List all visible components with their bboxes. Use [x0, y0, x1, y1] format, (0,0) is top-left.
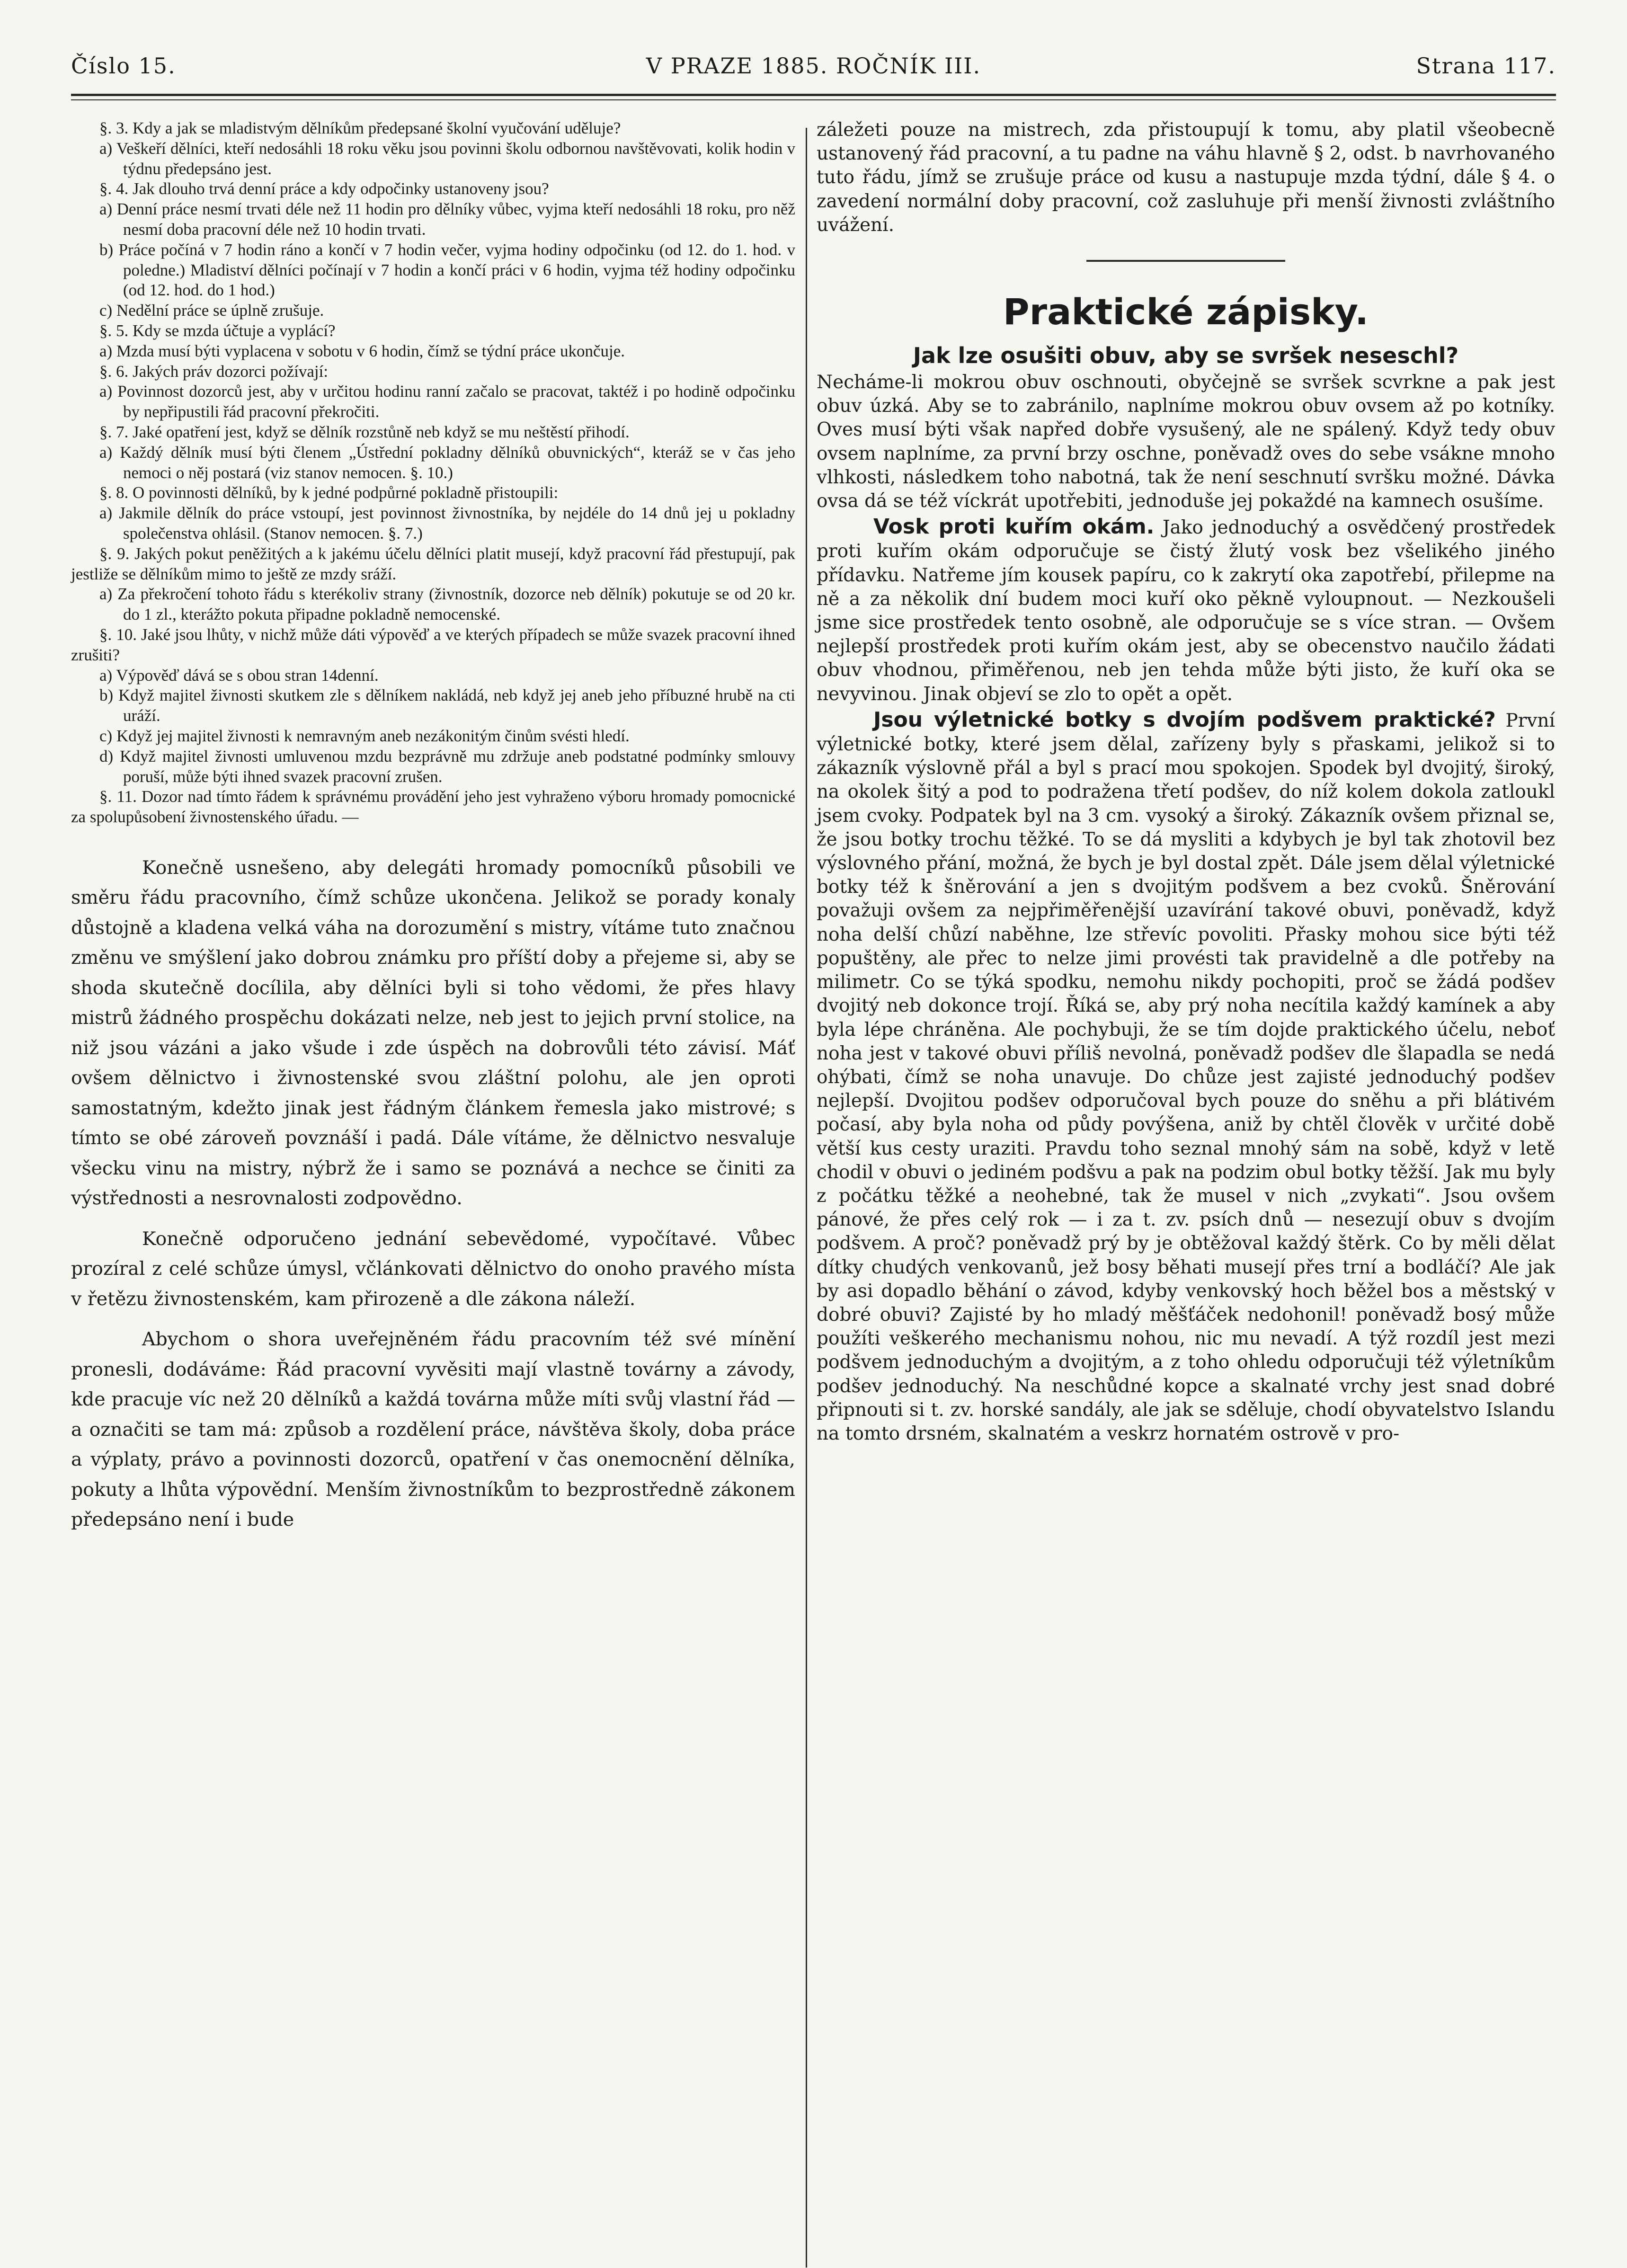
place-year-volume: V PRAZE 1885. ROČNÍK III. — [646, 53, 981, 79]
rule-section-9: §. 9. Jakých pokut peněžitých a k jakému účelu dělníci platit musejí, když pracovní řád přestupují, pak jestliže se dělníkům mimo to ještě ze mzdy sráží. — [71, 544, 795, 583]
page-number: Strana 117. — [1416, 53, 1556, 79]
rule-section-8: §. 8. O povinnosti dělníků, by k jedné podpůrné pokladně přistoupili: — [99, 483, 559, 502]
article-paragraph: Abychom o shora uveřejněném řádu pracovním též své mínění pronesli, dodáváme: Řád pracovní vyvěsiti mají vlastně továrny a závody, kde pracuje víc než 20 dělníků a každá továrna může míti svůj vlastní řád — a označiti se tam má: způsob a rozdělení práce, návštěva školy, doba práce a výplaty, právo a povinnosti dozorců, opatření v čas onemocnění dělníka, pokuty a lhůta výpovědní. Menším živnostníkům to bezprostředně zákonem předepsáno není i bude — [71, 1328, 795, 1531]
note-heading: Jak lze osušiti obuv, aby se svršek neseschl? — [913, 343, 1459, 369]
rule-item: a) Jakmile dělník do práce vstoupí, jest povinnost živnostníka, by nejdéle do 14 dnů jej u pokladny společenstva ohlásil. (Stanov nemocen. §. 7.) — [99, 504, 795, 543]
article-paragraph: Konečně odporučeno jednání sebevědomé, vypočítavé. Vůbec prozíral z celé schůze úmysl, včlánkovati dělnictvo do onoho pravého místa v řetězu živnostenském, kam přirozeně a dle zákona náleží. — [71, 1227, 795, 1310]
rule-section-6: §. 6. Jakých práv dozorci požívají: — [99, 362, 329, 381]
rule-section-11: §. 11. Dozor nad tímto řádem k správnému provádění jeho jest vyhraženo výboru hromady pomocnické za spolupůsobení živnostenského úřadu. — — [71, 787, 795, 827]
rule-item: b) Práce počíná v 7 hodin ráno a končí v 7 hodin večer, vyjma hodiny odpočinku (od 12. do 1. hod. v poledne.) Mladiství dělníci počínají v 7 hodin a končí práci v 6 hodin, vyjma též hodiny odpočinku (od 12. hod. do 1 hod.) — [99, 240, 795, 300]
rule-section-5: §. 5. Kdy se mzda účtuje a vyplácí? — [99, 321, 336, 340]
note-paragraph — [817, 515, 1555, 706]
rule-item: a) Mzda musí býti vyplacena v sobotu v 6 hodin, čímž se týdní práce ukončuje. — [99, 341, 625, 360]
rule-section-4: §. 4. Jak dlouho trvá denní práce a kdy odpočinky ustanoveny jsou? — [99, 179, 549, 198]
rule-item: a) Denní práce nesmí trvati déle než 11 hodin pro dělníky vůbec, vyjma kteří nedosáhli 18 roku, pro něž nesmí doba pracovní déle než 10 hodin trvati. — [99, 200, 795, 239]
article-paragraph: Konečně usnešeno, aby delegáti hromady pomocníků působili ve směru řádu pracovního, čímž schůze ukončena. Jelikož se porady konaly důstojně a kladena velká váha na dorozumění s mistry, vítáme tuto značnou změnu ve smýšlení jako dobrou známku pro příští doby a přejeme si, aby se shoda skutečně docílila, aby dělníci byli si toho vědomi, že přes hlavy mistrů žádného prospěchu dokázati nelze, neb jest to jejich první stolice, na niž jsou vázáni a jako všude i zde úspěch na dobrovůli této závisí. Máť ovšem dělnictvo i živnostenské svou zláštní polohu, ale jen oproti samostatným, kdežto jinak jest řádným článkem řemesla jako mistrové; s tímto se obé zároveň povznáší i padá. Dále vítáme, že dělnictvo nesvaluje všecku vinu na mistry, nýbrž že i samo se poznává a nechce se činiti za výstřednosti a nesrovnalosti zodpovědno. — [71, 856, 795, 1210]
issue-number: Číslo 15. — [71, 53, 176, 79]
header-rule-thin — [71, 99, 1556, 100]
rule-item: a) Veškeří dělníci, kteří nedosáhli 18 roku věku jsou povinni školu odbornou navštěvovati, kolik hodin v týdnu předepsáno jest. — [99, 139, 795, 178]
rule-section-3: §. 3. Kdy a jak se mladistvým dělníkům předepsané školní vyučování uděluje? — [99, 119, 621, 137]
column-divider — [806, 128, 807, 2268]
section-separator — [1086, 260, 1285, 262]
rule-item: a) Výpověď dává se s obou stran 14denní. — [99, 666, 379, 685]
rule-item: a) Každý dělník musí býti členem „Ústřední pokladny dělníků obuvnických“, kteráž se v čas jeho nemoci o něj postará (viz stanov nemocen. §. 10.) — [99, 443, 795, 482]
rule-item: c) Když jej majitel živnosti k nemravným aneb nezákonitým činům svésti hledí. — [99, 726, 630, 745]
page-header — [71, 53, 1556, 91]
right-column — [817, 118, 1555, 1446]
rule-section-10: §. 10. Jaké jsou lhůty, v nichž může dáti výpověď a ve kterých případech se může svazek pracovní ihned zrušiti? — [71, 625, 795, 664]
note-paragraph: Necháme-li mokrou obuv oschnouti, obyčejně se svršek scvrkne a pak jest obuv úzká. Aby se to zabránilo, naplníme mokrou obuv ovsem až po kotníky. Oves musí býti však napřed dobře vysušený, ale ne spálený. Když tedy obuv ovsem naplníme, za první brzy oschne, poněvadž oves do sebe vsákne mnoho vlhkosti, následkem toho nabotná, tak že není seschnutí svršku možné. Dávka ovsa dá se též víckrát upotřebiti, jednoduše jej pokaždé na kamnech osušíme. — [817, 372, 1555, 512]
note-heading: Jsou výletnické botky s dvojím podšvem praktické? — [873, 707, 1496, 732]
continued-paragraph: záležeti pouze na mistrech, zda přistoupují k tomu, aby platil všeobecně ustanovený řád pracovní, a tu padne na váhu hlavně § 2, odst. b navrhovaného tuto řádu, jímž se zrušuje práce od kusu a nastupuje mzda týdní, dále § 4. o zavedení normální doby pracovní, což zasluhuje při menší živnosti zvláštního uvážení. — [817, 119, 1555, 236]
rule-item: b) Když majitel živnosti skutkem zle s dělníkem nakládá, neb když jej aneb jeho příbuzné hrubě na cti uráží. — [99, 686, 795, 725]
rule-section-7: §. 7. Jaké opatření jest, když se dělník rozstůně neb když se mu neštěstí přihodí. — [99, 422, 630, 441]
rule-item: a) Za překročení tohoto řádu s kterékoliv strany (živnostník, dozorce neb dělník) pokutuje se od 20 kr. do 1 zl., kterážto pokuta připadne pokladně nemocenské. — [99, 585, 795, 624]
left-column — [71, 118, 795, 1535]
section-title: Praktické zápisky. — [1003, 291, 1369, 333]
note-heading: Vosk proti kuřím okám. — [873, 515, 1155, 539]
rule-item: d) Když majitel živnosti umluvenou mzdu bezprávně mu zdržuje aneb podstatné podmínky smlouvy poruší, může býti ihned svazek pracovní zrušen. — [99, 747, 795, 786]
note-text: Jako jednoduchý a osvědčený prostředek proti kuřím okám odporučuje se čistý žlutý vosk bez všelikého jiného přídavku. Natřeme jím kousek papíru, co k zakrytí oka zapotřebí, přilepme na ně a za několik dní budem moci kuří oko pěkně vyloupnout. — Nezkoušeli jsme sice prostředek tento osobně, ale odporučuje se s více stran. — Ovšem nejlepší prostředek proti kuřím okám jest, aby se obecenstvo naučilo žádati obuv vhodnou, přiměřenou, neb jen tehda může býti jisto, že kuří oka se nevyvinou. Jinak objeví se zlo to opět a opět. — [817, 517, 1555, 705]
rule-item: c) Nedělní práce se úplně zrušuje. — [99, 301, 324, 320]
note-paragraph — [817, 708, 1555, 1446]
note-text: První výletnické botky, které jsem dělal, zařízeny byly s přaskami, jelikož si to zákazník výslovně přál a byl s prací mou spokojen. Spodek byl dvojitý, široký, na okolek šitý a pod to podražena třetí podšev, do níž kolem dokola zatloukl jsem cvoky. Podpatek byl na 3 cm. vysoký a široký. Zákazník ovšem přiznal se, že jsou botky trochu těžké. To se dá mysliti a kdybych je byl tak zhotovil bez výslovného přání, možná, že bych je byl dostal zpět. Dále jsem dělal výletnické botky též k šněrování a jen s dvojitým podšvem a bez cvoků. Šněrování považuji ovšem za nejpřiměřenější uzavírání takové obuvi, poněvadž, když noha delší chůzí naběhne, lze střevíc povoliti. Přasky mohou sice býti též popuštěny, ale přec to nelze jimi provésti tak pravidelně a dle potřeby na milimetr. Co se týká spodku, nemohu nikdy pochopiti, proč se žádá podšev dvojitý neb dokonce trojí. Říká se, aby prý noha necítila každý kamínek a aby byla lépe chráněna. Ale pochybuji, že se tím dojde praktického účelu, neboť noha jest v takové obuvi příliš nevolná, poněvadž podšev dle šlapadla se nedá ohýbati, čímž se noha unavuje. Do chůze jest zajisté jednoduchý podšev nejlepší. Dvojitou podšev odporučoval bych pouze do sněhu a při blátivém počasí, aby byla noha od půdy povýšena, aniž by chtěl člověk v určité době větší kus cesty uraziti. Pravdu toho seznal mnohý sám na sobě, když v letě chodil v obuvi o jediném podšvu a pak na podzim obul botky těžší. Jak mu byly z počátku těžké a neohebné, tak že musel v nich „zvykati“. Jsou ovšem pánové, že přes celý rok — i za t. zv. psích dnů — nesezují obuv s dvojím podšvem. A proč? poněvadž prý by je obtěžoval každý štěrk. Co by měli dělat dítky chudých venkovanů, jež bosy běhati musejí přes trní a bodláčí? Ale jak by asi dopadlo běhání o závod, kdyby venkovský hoch běžel bos a městský v dobré obuvi? Zajisté by ho mladý měšťáček nedohonil! poněvadž bosý může použíti veškerého mechanismu nohou, nic mu nevadí. A týž rozdíl jest mezi podšvem jednoduchým a dvojitým, a z toho ohledu odporučuji též výletníkům podšev jednoduchý. Na neschůdné kopce a skalnaté vrchy jest snad dobré připnouti si t. zv. horské sandály, ale jak se sděluje, chodí obyvatelstvo Islandu na tomto drsném, skalnatém a veskrz hornatém ostrově v pro- — [817, 710, 1555, 1444]
rule-item: a) Povinnost dozorců jest, aby v určitou hodinu ranní začalo se pracovat, taktéž i po hodině odpočinku by nepřipustili řád pracovní překročiti. — [99, 382, 795, 421]
header-rule-thick — [71, 94, 1556, 96]
